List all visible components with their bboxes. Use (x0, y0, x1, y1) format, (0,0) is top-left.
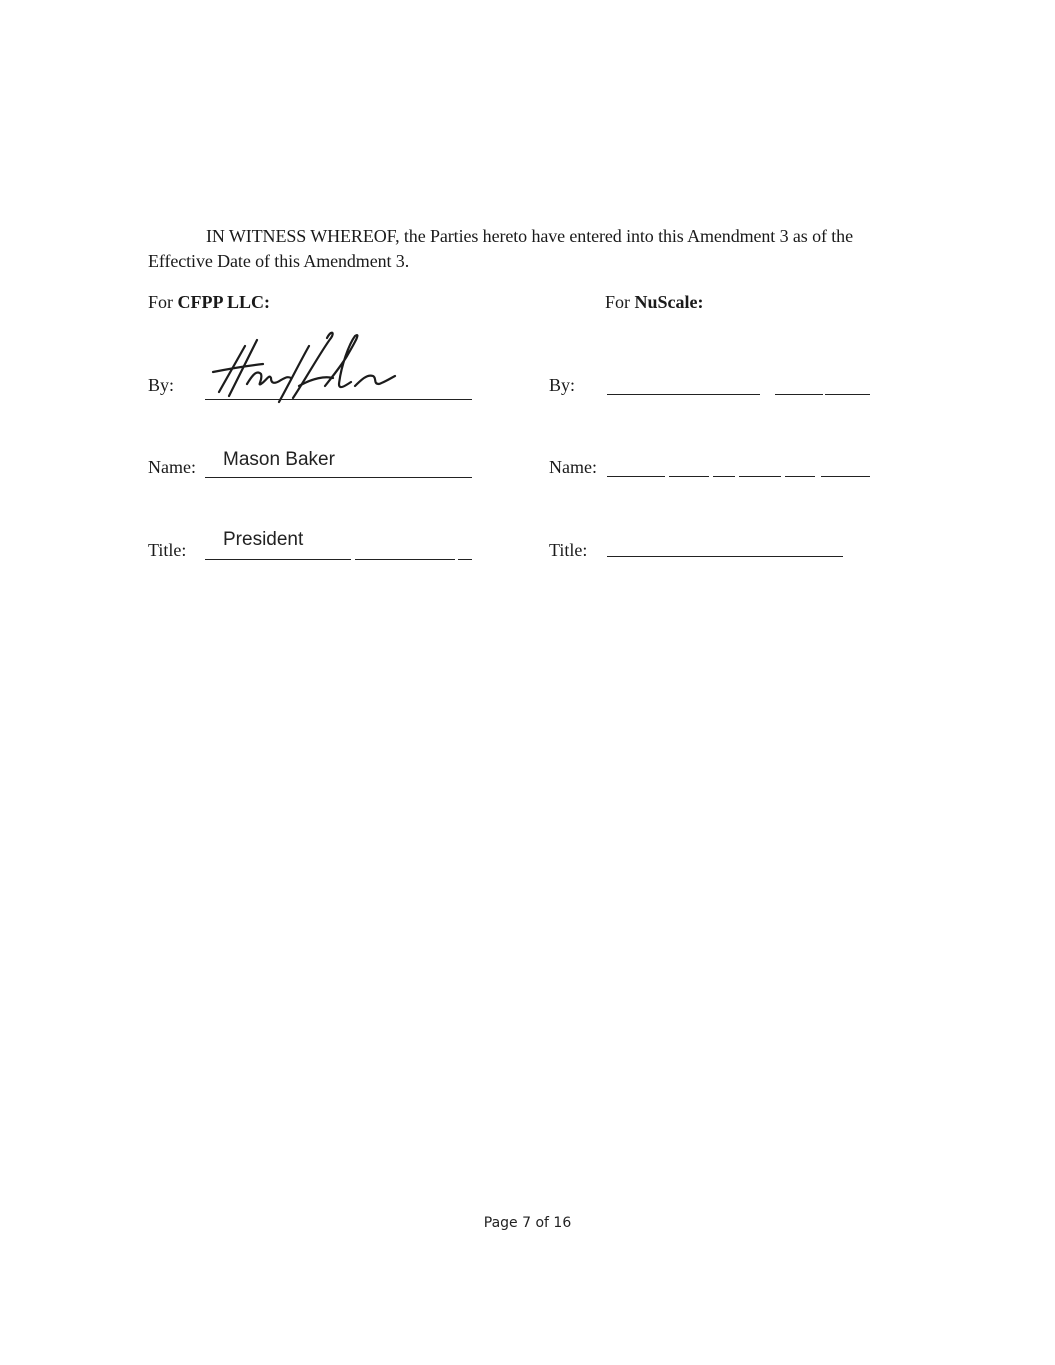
right-name-line (607, 476, 870, 477)
left-name-value: Mason Baker (223, 449, 335, 470)
witness-clause (148, 224, 908, 274)
left-name-line (205, 477, 472, 478)
page-number: Page 7 of 16 (483, 1215, 572, 1231)
left-name-label: Name: (148, 457, 196, 477)
right-title-label: Title: (549, 540, 588, 560)
left-title-value: President (223, 529, 304, 550)
right-name-label: Name: (549, 457, 597, 477)
left-by-label: By: (148, 375, 175, 395)
left-title-label: Title: (148, 540, 187, 560)
witness-line-2: Effective Date of this Amendment 3. (148, 251, 410, 271)
right-title-line (607, 556, 843, 557)
right-signature-line (607, 394, 870, 395)
left-title-line (205, 559, 472, 560)
right-party-heading: For NuScale: (605, 292, 704, 312)
witness-line-1: IN WITNESS WHEREOF, the Parties hereto have entered into this Amendment 3 as of the (206, 226, 853, 246)
left-party-name: CFPP LLC: (177, 292, 271, 312)
right-party-name: NuScale: (634, 292, 704, 312)
signature-image (205, 326, 405, 406)
right-by-label: By: (549, 375, 576, 395)
left-party-heading: For CFPP LLC: (148, 292, 271, 312)
